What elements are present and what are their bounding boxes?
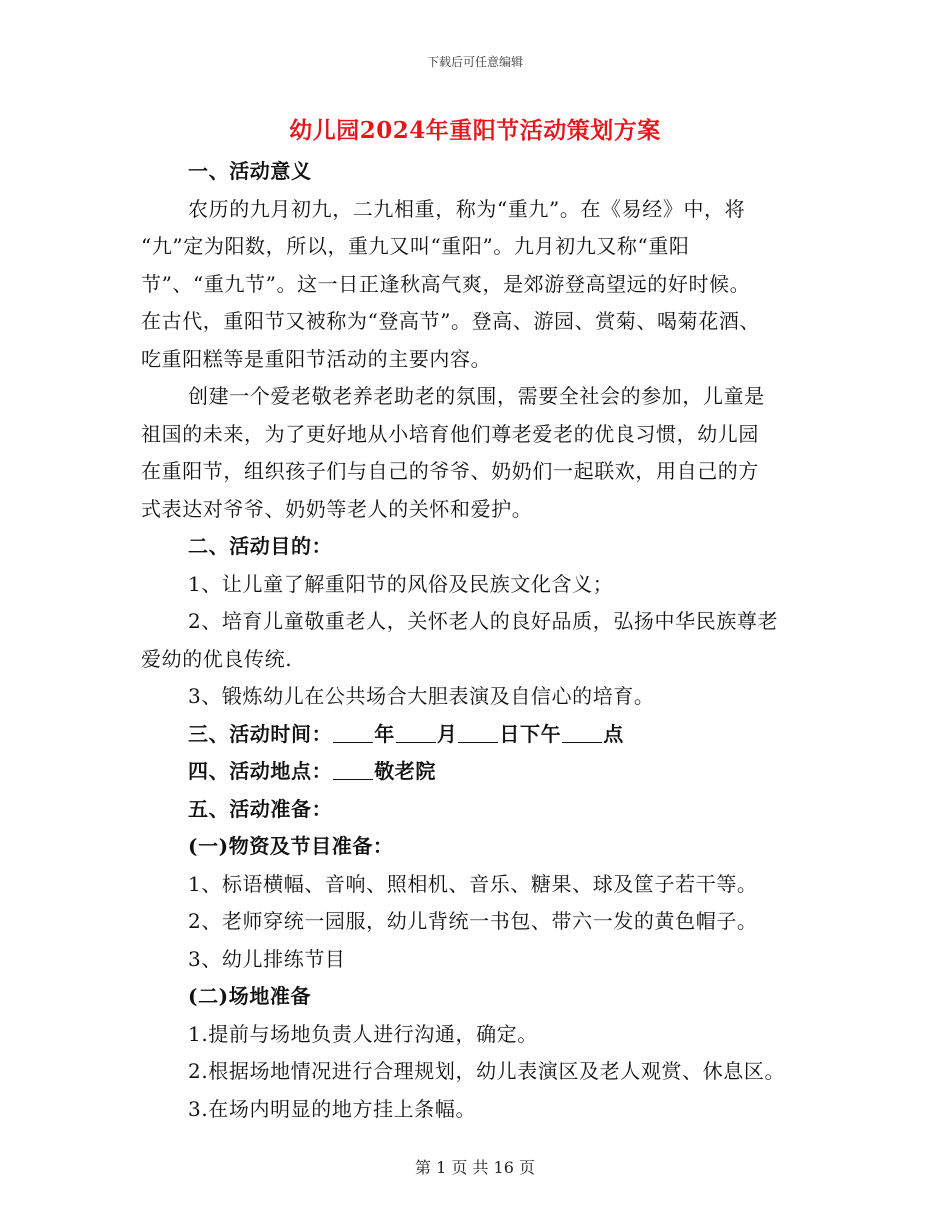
blank-place [333, 759, 373, 780]
prep-item-2: 2、老师穿统一园服，幼儿背统一书包、带六一发的黄色帽子。 [188, 909, 758, 933]
paragraph-line: 创建一个爱老敬老养老助老的氛围，需要全社会的参加，儿童是 [188, 384, 765, 408]
venue-item-1: 1.提前与场地负责人进行沟通，确定。 [188, 1021, 538, 1046]
place-label: 四、活动地点： [188, 759, 333, 783]
time-month-unit: 月 [436, 721, 458, 746]
paragraph-line: 祖国的未来，为了更好地从小培育他们尊老爱老的优良习惯，幼儿园 [141, 421, 759, 446]
paragraph-line: 式表达对爷爷、奶奶等老人的关怀和爱护。 [141, 496, 533, 521]
paragraph-line: 爱幼的优良传统. [141, 646, 293, 671]
paragraph-line: 2、培育儿童敬重老人，关怀老人的良好品质，弘扬中华民族尊老 [188, 609, 779, 633]
blank-day [458, 722, 498, 743]
goal-item-3: 3、锻炼幼儿在公共场合大胆表演及自信心的培育。 [188, 684, 655, 708]
goal-item-1: 1、让儿童了解重阳节的风俗及民族文化含义； [188, 571, 614, 596]
paragraph-line: 在重阳节，组织孩子们与自己的爷爷、奶奶们一起联欢，用自己的方 [141, 459, 759, 483]
goal-item-2 [141, 603, 813, 678]
time-label: 三、活动时间： [188, 721, 333, 746]
prep-item-3: 3、幼儿排练节目 [188, 946, 346, 971]
section-heading-3-time [141, 716, 813, 754]
prep-item-1: 1、标语横幅、音响、照相机、音乐、糖果、球及筐子若干等。 [188, 871, 758, 896]
document-body [141, 153, 813, 1128]
time-year-unit: 年 [374, 721, 395, 746]
section-heading-5: 五、活动准备： [188, 796, 333, 821]
blank-year [333, 722, 373, 743]
paragraph-line: “九”定为阳数，所以，重九又叫“重阳”。九月初九又称“重阳 [141, 234, 690, 258]
page-footer: 第 1 页 共 16 页 [415, 1158, 535, 1177]
time-hour-unit: 点 [603, 721, 624, 746]
paragraph-significance-1 [141, 191, 813, 379]
section-heading-4-place [141, 753, 813, 791]
paragraph-line: 吃重阳糕等是重阳节活动的主要内容。 [141, 346, 492, 371]
header-note: 下载后可任意编辑 [426, 55, 523, 69]
paragraph-line: 农历的九月初九，二九相重，称为“重九”。在《易经》中，将 [188, 196, 746, 221]
blank-month [396, 722, 436, 743]
place-value: 敬老院 [374, 759, 437, 783]
subsection-heading-2: (二)场地准备 [188, 984, 312, 1008]
paragraph-line: 在古代，重阳节又被称为“登高节”。登高、游园、赏菊、喝菊花酒、 [141, 309, 761, 333]
section-heading-2: 二、活动目的： [188, 534, 333, 558]
time-day-unit: 日下午 [499, 721, 562, 746]
document-title: 幼儿园2024年重阳节活动策划方案 [289, 117, 661, 144]
venue-item-2: 2.根据场地情况进行合理规划，幼儿表演区及老人观赏、休息区。 [188, 1059, 786, 1083]
blank-hour [562, 722, 602, 743]
paragraph-line: 节”、“重九节”。这一日正逢秋高气爽，是郊游登高望远的好时候。 [141, 271, 751, 296]
subsection-heading-1: (一)物资及节目准备： [188, 834, 394, 858]
venue-item-3: 3.在场内明显的地方挂上条幅。 [188, 1096, 477, 1121]
paragraph-significance-2 [141, 378, 813, 528]
section-heading-1: 一、活动意义 [188, 159, 312, 183]
